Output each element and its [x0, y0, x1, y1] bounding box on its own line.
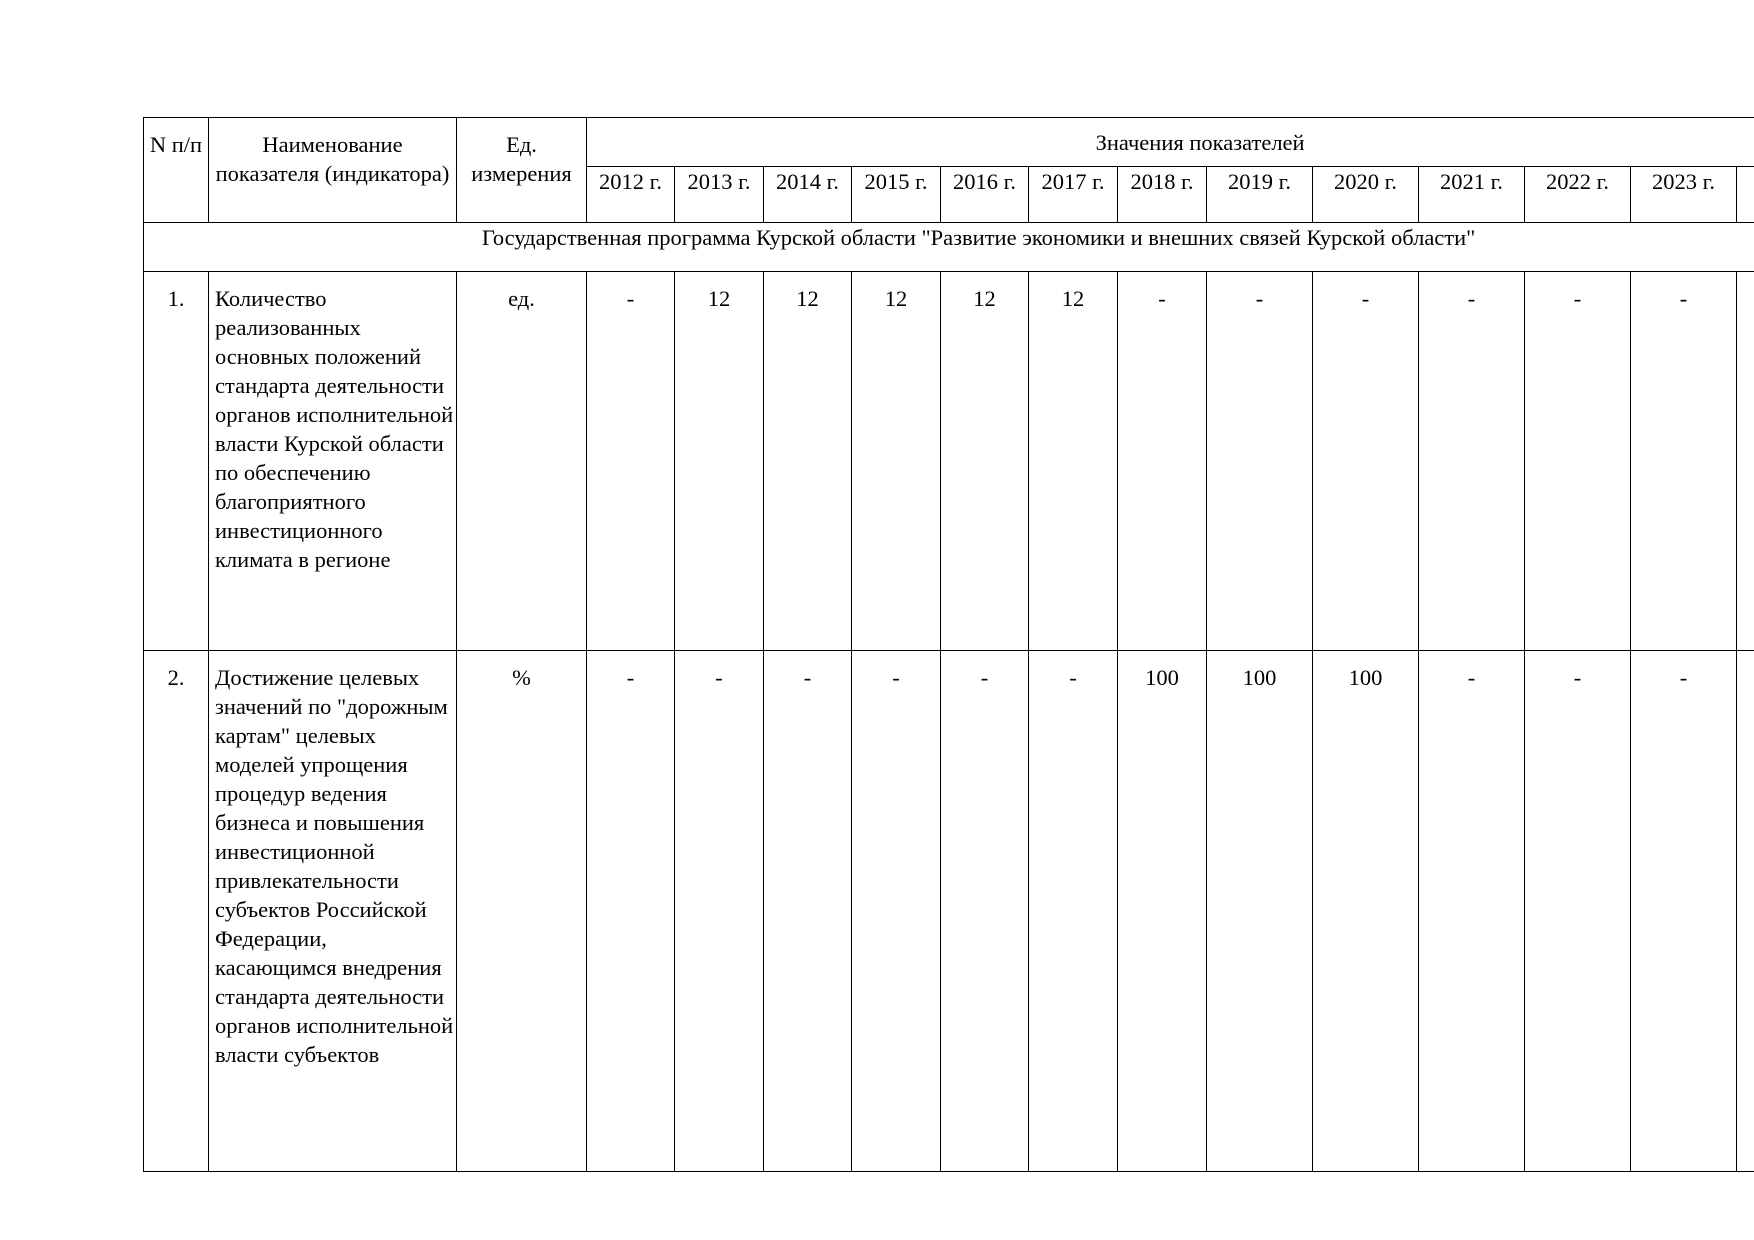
row-value: - — [852, 651, 941, 1172]
row-value: 100 — [1118, 651, 1207, 1172]
header-unit: Ед. измерения — [457, 118, 587, 223]
year-header: 2023 г. — [1631, 167, 1737, 223]
year-header-cut — [1737, 167, 1754, 223]
header-num: N п/п — [144, 118, 209, 223]
year-header: 2014 г. — [764, 167, 852, 223]
year-header: 2018 г. — [1118, 167, 1207, 223]
row-value: - — [1207, 272, 1313, 651]
row-indicator-name: Достижение целевых значений по "дорожным картам" целевых моделей упрощения процедур ведения бизнеса и повышения инвестиционной привлекательности субъектов Российской Федерации, касающимся внедрения стандарта деятельности органов исполнительной власти субъектов — [209, 651, 457, 1172]
year-header: 2021 г. — [1419, 167, 1525, 223]
row-value-cut — [1737, 272, 1754, 651]
row-value: 12 — [852, 272, 941, 651]
row-value: 12 — [941, 272, 1029, 651]
row-unit: ед. — [457, 272, 587, 651]
row-indicator-name: Количество реализованных основных положений стандарта деятельности органов исполнительной власти Курской области по обеспечению благоприятного инвестиционного климата в регионе — [209, 272, 457, 651]
year-header: 2017 г. — [1029, 167, 1118, 223]
row-value-cut — [1737, 651, 1754, 1172]
row-value: 100 — [1313, 651, 1419, 1172]
indicators-document — [143, 117, 1754, 1172]
row-value: 100 — [1207, 651, 1313, 1172]
row-value: - — [1419, 272, 1525, 651]
header-values-group: Значения показателей — [587, 118, 1754, 167]
row-value: - — [1631, 272, 1737, 651]
row-value: - — [1118, 272, 1207, 651]
year-header: 2016 г. — [941, 167, 1029, 223]
header-row — [144, 118, 1754, 167]
year-header: 2013 г. — [675, 167, 764, 223]
row-num: 2. — [144, 651, 209, 1172]
row-num: 1. — [144, 272, 209, 651]
section-row — [144, 223, 1754, 272]
row-value: - — [941, 651, 1029, 1172]
row-value: 12 — [764, 272, 852, 651]
row-value: - — [1525, 272, 1631, 651]
row-value: - — [1631, 651, 1737, 1172]
year-header: 2022 г. — [1525, 167, 1631, 223]
year-header: 2019 г. — [1207, 167, 1313, 223]
row-value: - — [675, 651, 764, 1172]
year-header: 2020 г. — [1313, 167, 1419, 223]
row-value: 12 — [675, 272, 764, 651]
table-row — [144, 272, 1754, 651]
row-value: - — [587, 651, 675, 1172]
header-indicator-name: Наименование показателя (индикатора) — [209, 118, 457, 223]
row-value: - — [764, 651, 852, 1172]
row-value: - — [1313, 272, 1419, 651]
table-row — [144, 651, 1754, 1172]
row-value: - — [1419, 651, 1525, 1172]
row-value: - — [1525, 651, 1631, 1172]
indicators-table — [143, 117, 1754, 1172]
row-value: - — [587, 272, 675, 651]
section-title: Государственная программа Курской области "Развитие экономики и внешних связей Курской области" — [144, 223, 1754, 272]
row-unit: % — [457, 651, 587, 1172]
row-value: 12 — [1029, 272, 1118, 651]
row-value: - — [1029, 651, 1118, 1172]
year-header: 2015 г. — [852, 167, 941, 223]
year-header: 2012 г. — [587, 167, 675, 223]
